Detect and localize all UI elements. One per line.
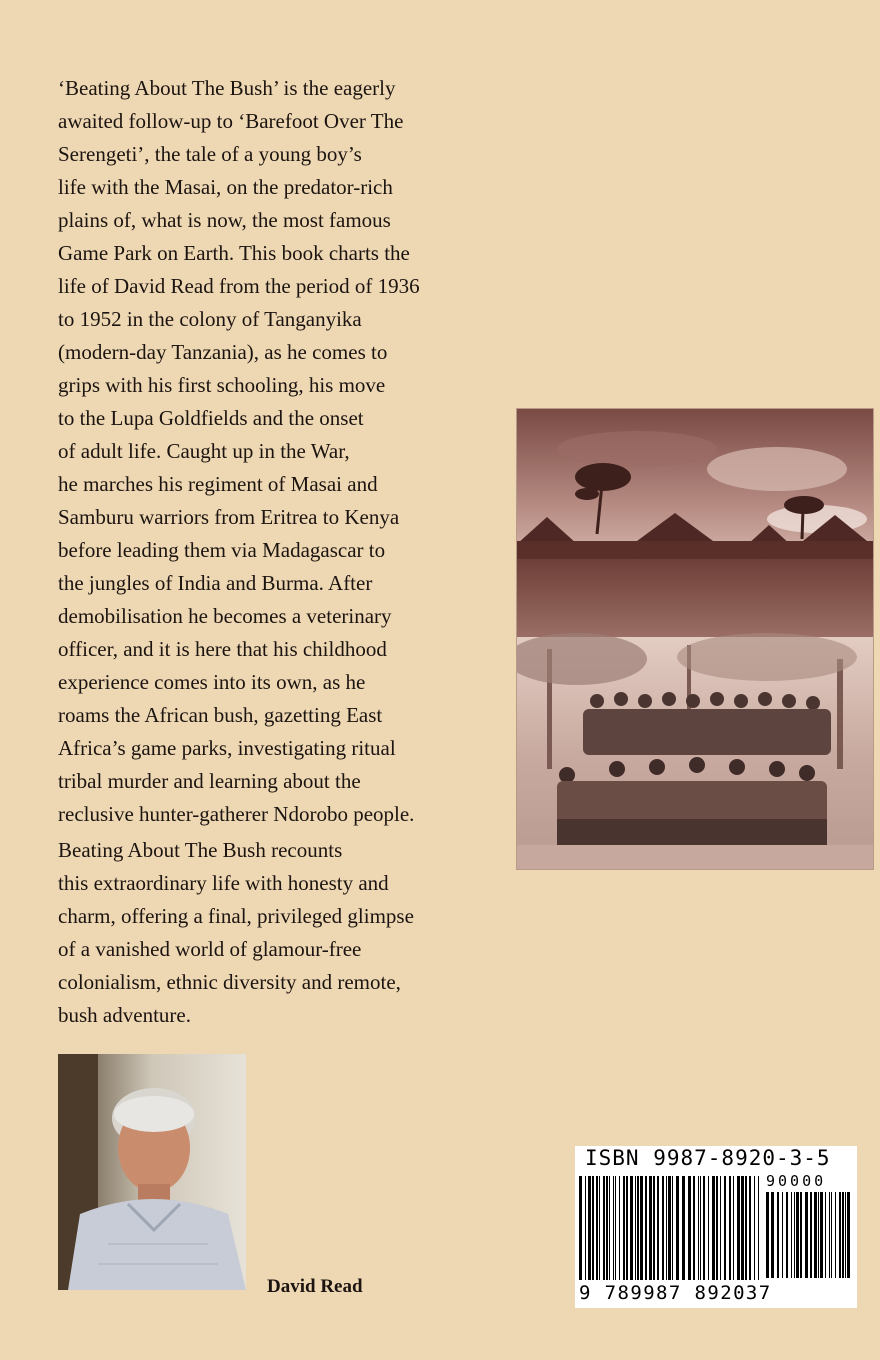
barcode-bar [585, 1176, 586, 1280]
barcode-bar [818, 1192, 819, 1278]
barcode-bar [682, 1176, 685, 1280]
barcode-bar [672, 1176, 673, 1280]
barcode-bar [640, 1176, 643, 1280]
blurb-line: roams the African bush, gazetting East [58, 703, 383, 727]
barcode-bar [771, 1192, 774, 1278]
blurb-line: Beating About The Bush recounts [58, 838, 343, 862]
barcode-bar [745, 1176, 747, 1280]
barcode-bar [810, 1192, 812, 1278]
barcode-bar [666, 1176, 667, 1280]
barcode-bar [657, 1176, 659, 1280]
barcode-bar [754, 1176, 755, 1280]
author-photo [58, 1054, 246, 1290]
barcode-bar [615, 1176, 616, 1280]
barcode-bar [630, 1176, 633, 1280]
barcode-bar [794, 1192, 795, 1278]
barcode-bar [606, 1176, 608, 1280]
barcode-bar [724, 1176, 726, 1280]
barcode-bar [588, 1176, 591, 1280]
barcode-bar [782, 1192, 783, 1278]
blurb-line: Serengeti’, the tale of a young boy’s [58, 142, 362, 166]
barcode-bar [741, 1176, 744, 1280]
blurb-line: the jungles of India and Burma. After [58, 571, 373, 595]
sepia-photo-image [517, 409, 873, 869]
blurb-line: grips with his first schooling, his move [58, 373, 386, 397]
barcode-bar [708, 1176, 709, 1280]
barcode-bar [645, 1176, 647, 1280]
blurb-line: this extraordinary life with honesty and [58, 871, 389, 895]
sepia-photo-collage [516, 408, 874, 870]
barcode-bar [698, 1176, 699, 1280]
barcode-bar [688, 1176, 691, 1280]
barcode-addon-label: 90000 [766, 1172, 827, 1190]
barcode-bar [635, 1176, 636, 1280]
barcode-bar [766, 1192, 769, 1278]
blurb-line: of adult life. Caught up in the War, [58, 439, 350, 463]
barcode-bar [749, 1176, 751, 1280]
barcode-bar [786, 1192, 788, 1278]
blurb-line: charm, offering a final, privileged glimpse [58, 904, 414, 928]
barcode-bar [847, 1192, 850, 1278]
blurb-line: ‘Beating About The Bush’ is the eagerly [58, 76, 396, 100]
barcode-bar [623, 1176, 625, 1280]
barcode-bar [845, 1192, 846, 1278]
blurb-line: tribal murder and learning about the [58, 769, 361, 793]
barcode-addon-bars [766, 1192, 852, 1278]
blurb-line: plains of, what is now, the most famous [58, 208, 391, 232]
barcode-bar [729, 1176, 731, 1280]
barcode-bar [592, 1176, 594, 1280]
barcode-bar [703, 1176, 705, 1280]
isbn-label: ISBN 9987-8920-3-5 [585, 1146, 831, 1170]
blurb-line: awaited follow-up to ‘Barefoot Over The [58, 109, 404, 133]
blurb-line: (modern-day Tanzania), as he comes to [58, 340, 388, 364]
author-portrait-image [58, 1054, 246, 1290]
barcode-bar [716, 1176, 718, 1280]
barcode-bar [825, 1192, 826, 1278]
barcode-main-bars [579, 1176, 761, 1280]
blurb-line: to 1952 in the colony of Tanganyika [58, 307, 362, 331]
barcode-bar [653, 1176, 655, 1280]
blurb-line: bush adventure. [58, 1003, 191, 1027]
barcode-bar [637, 1176, 639, 1280]
barcode-bar [613, 1176, 614, 1280]
blurb-line: before leading them via Madagascar to [58, 538, 386, 562]
blurb-line: officer, and it is here that his childhood [58, 637, 387, 661]
ean-digits-label: 9 789987 892037 [579, 1282, 772, 1304]
blurb-line: experience comes into its own, as he [58, 670, 366, 694]
barcode-bar [662, 1176, 664, 1280]
barcode-bar [603, 1176, 605, 1280]
blurb-line: demobilisation he becomes a veterinary [58, 604, 392, 628]
blurb-line: Africa’s game parks, investigating ritual [58, 736, 396, 760]
blurb-line: colonialism, ethnic diversity and remote, [58, 970, 401, 994]
blurb-paragraph-1 [58, 72, 508, 831]
barcode-bar [758, 1176, 759, 1280]
barcode-bar [596, 1176, 598, 1280]
barcode-bar [733, 1176, 734, 1280]
blurb-line: to the Lupa Goldfields and the onset [58, 406, 364, 430]
blurb-paragraph-2 [58, 834, 508, 1032]
barcode-bar [820, 1192, 823, 1278]
barcode-bar [712, 1176, 715, 1280]
isbn-barcode [575, 1146, 857, 1308]
barcode-bar [676, 1176, 679, 1280]
barcode-bar [619, 1176, 620, 1280]
blurb-line: life of David Read from the period of 1936 [58, 274, 420, 298]
barcode-bar [737, 1176, 740, 1280]
barcode-bar [829, 1192, 830, 1278]
barcode-bar [835, 1192, 836, 1278]
barcode-bar [800, 1192, 802, 1278]
barcode-bar [796, 1192, 799, 1278]
barcode-bar [791, 1192, 792, 1278]
barcode-bar [720, 1176, 721, 1280]
blurb-line: Samburu warriors from Eritrea to Kenya [58, 505, 400, 529]
blurb-line: Game Park on Earth. This book charts the [58, 241, 410, 265]
blurb-line: of a vanished world of glamour-free [58, 937, 362, 961]
barcode-bar [777, 1192, 779, 1278]
barcode-bar [649, 1176, 652, 1280]
barcode-bar [668, 1176, 671, 1280]
blurb-line: he marches his regiment of Masai and [58, 472, 378, 496]
barcode-bar [842, 1192, 844, 1278]
barcode-bar [599, 1176, 600, 1280]
blurb-line: life with the Masai, on the predator-rich [58, 175, 393, 199]
barcode-bar [814, 1192, 817, 1278]
barcode-bar [693, 1176, 695, 1280]
barcode-bar [626, 1176, 628, 1280]
blurb-line: reclusive hunter-gatherer Ndorobo people. [58, 802, 415, 826]
barcode-bar [579, 1176, 582, 1280]
barcode-bar [839, 1192, 841, 1278]
barcode-bar [831, 1192, 832, 1278]
barcode-bar [805, 1192, 808, 1278]
author-caption: David Read [267, 1276, 363, 1297]
barcode-bar [700, 1176, 701, 1280]
barcode-bar [609, 1176, 610, 1280]
